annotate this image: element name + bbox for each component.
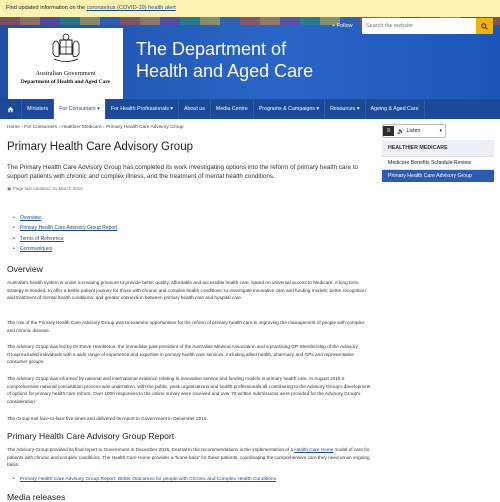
calendar-icon: ▣ — [7, 186, 13, 191]
follow-button[interactable]: + Follow — [332, 23, 353, 29]
breadcrumb-home[interactable]: Home — [7, 125, 20, 130]
nav-home[interactable] — [0, 99, 22, 119]
menu-icon: ≡ — [383, 126, 394, 136]
report-paragraph-text-a: The Advisory Group provided its final report to Government in December 2015. Central to the recommendations is the implementation of a — [7, 447, 294, 452]
alert-bar — [0, 0, 500, 17]
listen-label: Listen — [406, 128, 421, 134]
alert-link[interactable]: coronavirus (COVID-19) health alert — [86, 5, 176, 11]
toc-link-communiques[interactable]: Communiques — [20, 246, 53, 253]
coat-of-arms-icon — [50, 32, 82, 66]
report-paragraph — [7, 446, 372, 469]
government-logo[interactable] — [8, 28, 123, 99]
speaker-icon: 🔊 — [397, 128, 405, 135]
crest-line-2: Department of Health and Aged Care — [20, 79, 111, 85]
site-title[interactable] — [136, 38, 313, 82]
nav-ageing-aged-care[interactable]: Ageing & Aged Care — [366, 99, 425, 119]
breadcrumb-for-consumers[interactable]: For Consumers — [24, 125, 58, 130]
nav-about-us[interactable]: About us — [179, 99, 211, 119]
report-download-link[interactable]: • Primary Health Care Advisory Group Report: Better Outcomes for people with Chronic and Complex Health Conditions — [20, 477, 276, 482]
nav-media-centre[interactable]: Media Centre — [211, 99, 254, 119]
page-intro: The Primary Health Care Advisory Group has completed its work investigating options into the reform of primary health care to support patients with chronic and complex illness, and the treatment of mental health conditions. — [7, 164, 359, 180]
nav-programs-campaigns[interactable]: Programs & Campaigns ▾ — [254, 99, 325, 119]
report-paragraph-text-b: model of care for patients with chronic and complex conditions. The Health Care Home provides a 'home-base' for these patients, coordinating the comprehensive care they need on an ongoing basis. — [7, 447, 370, 468]
chevron-down-icon: ▾ — [439, 128, 442, 134]
breadcrumb-healthier-medicare[interactable]: Healthier Medicare — [61, 125, 102, 130]
sidebar-item-advisory-group[interactable]: Primary Health Care Advisory Group — [382, 169, 494, 182]
overview-paragraph-4: The Advisory Group was informed by national and international evidence relating to innovative service and funding models in primary health care. In August 2015 a comprehensive national consultation process was undertaken, with the public, peak organisations and health professionals all contributing to the Advisory Group's development of options for primary health care reform. Over 1000 responses to the online survey were received and over 70 written submissions were provided for the Advisory Group's consideration. — [7, 376, 371, 405]
search-icon — [481, 23, 488, 30]
alert-text: Find updated information on the — [6, 5, 85, 11]
table-of-contents — [20, 213, 117, 255]
toc-link-terms[interactable]: Terms of Reference — [20, 235, 64, 242]
breadcrumb-separator: › — [58, 125, 62, 130]
home-icon — [7, 106, 14, 113]
health-care-home-link[interactable]: Health Care Home — [294, 447, 334, 452]
report-heading: Primary Health Care Advisory Group Report — [7, 431, 175, 441]
overview-paragraph-5: The Group met face-to-face five times and delivered its report to Government in December 2015. — [7, 416, 208, 421]
sidebar — [382, 140, 494, 182]
listen-button[interactable] — [382, 124, 446, 138]
page-title: Primary Health Care Advisory Group — [7, 141, 193, 153]
toc-link-report[interactable]: Primary Health Care Advisory Group Report — [20, 225, 118, 232]
breadcrumb-separator: › — [21, 125, 25, 130]
site-header — [0, 17, 500, 99]
site-title-line-2: Health and Aged Care — [136, 61, 314, 81]
sidebar-heading: HEALTHIER MEDICARE — [382, 140, 494, 156]
page-updated — [7, 186, 83, 192]
nav-for-consumers[interactable]: For Consumers ▾ — [54, 99, 106, 119]
nav-resources[interactable]: Resources ▾ — [325, 99, 365, 119]
breadcrumb-separator: › — [103, 125, 106, 130]
overview-paragraph-3: The Advisory Group was led by Dr Steve Hambleton, the immediate past president of the Australian Medical Association and a practising GP. Membership of the Advisory Group included individuals with a wide range of experience and expertise in primary health care services, including allied health, pharmacy and GPs and representative consumer groups. — [7, 344, 358, 365]
sidebar-item-mbs-review[interactable]: Medicare Benefits Schedule Review — [382, 156, 494, 169]
breadcrumb-current: Primary Health Care Advisory Group — [105, 125, 184, 130]
search-button[interactable] — [476, 18, 493, 34]
media-releases-heading: Media releases — [7, 492, 66, 502]
nav-for-health-professionals[interactable]: For Health Professionals ▾ — [106, 99, 179, 119]
site-title-line-1: The Department of — [136, 39, 287, 59]
overview-paragraph-2: The role of the Primary Health Care Advisory Group was to examine opportunities for the reform of primary health care in improving the management of people with complex and chronic disease. — [7, 320, 365, 333]
toc-link-overview[interactable]: Overview — [20, 215, 41, 221]
main-nav — [0, 99, 500, 119]
overview-paragraph-1: Australia's health system is under increasing pressure to provide better quality, affordable and accessible health care, based on universal access to Medicare. A long term strategy is needed, to offer a better patient journey for those with chronic and complex health conditions; to investigate innovative care and funding models; better recognition and treatment of mental health conditions; and greater connection between primary health care and hospital care. — [7, 280, 366, 301]
page-updated-text: Page last updated: 31 March 2016 — [12, 186, 83, 191]
nav-ministers[interactable]: Ministers — [22, 99, 54, 119]
search-input[interactable] — [362, 18, 476, 34]
breadcrumb — [7, 125, 184, 130]
crest-line-1: Australian Government — [35, 70, 96, 77]
overview-heading: Overview — [7, 264, 43, 274]
